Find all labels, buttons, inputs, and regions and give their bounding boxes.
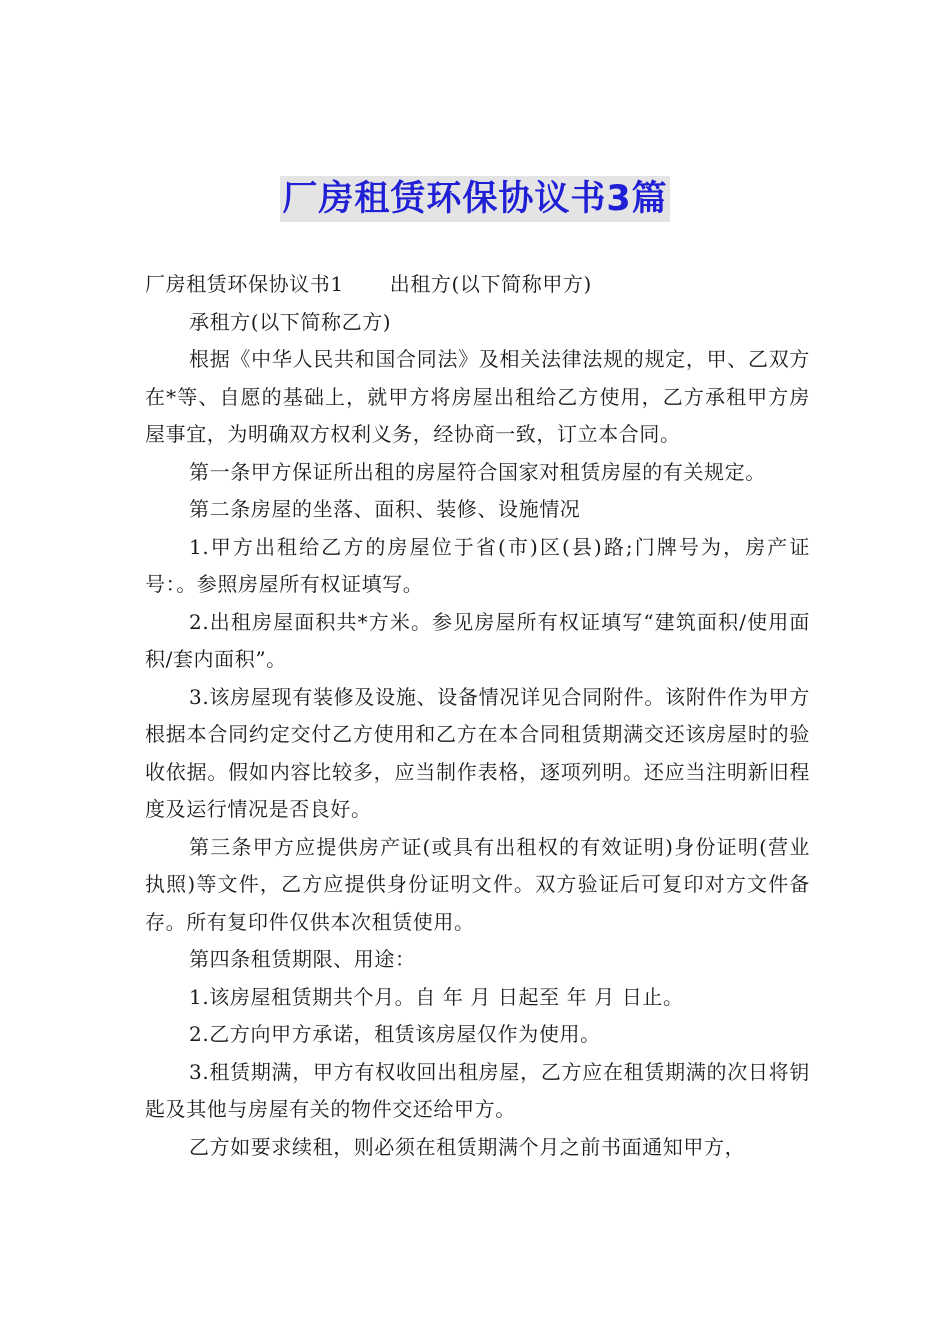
article-1: 第一条甲方保证所出租的房屋符合国家对租赁房屋的有关规定。 bbox=[189, 459, 766, 484]
article-2-item-3: 3.该房屋现有装修及设施、设备情况详见合同附件。该附件作为甲方根据本合同约定交付乙方使用和乙方在本合同租赁期满交还该房屋时的验收依据。假如内容比较多，应当制作表格，逐项列明。还应当注明新旧程度及运行情况是否良好。 bbox=[145, 684, 810, 821]
article-4-heading: 第四条租赁期限、用途： bbox=[189, 947, 416, 971]
title-container bbox=[0, 176, 950, 222]
article-2-item-1: 1.甲方出租给乙方的房屋位于省(市)区(县)路;门牌号为，房产证号：。参照房屋所有权证填写。 bbox=[145, 534, 810, 596]
article-4-item-1: 1.该房屋租赁期共个月。自 年 月 日起至 年 月 日止。 bbox=[189, 984, 684, 1009]
article-2-item-2: 2.出租房屋面积共*方米。参见房屋所有权证填写“建筑面积/使用面积/套内面积”。 bbox=[145, 609, 810, 671]
sub-title: 厂房租赁环保协议书1 bbox=[145, 272, 344, 296]
renewal-paragraph: 乙方如要求续租，则必须在租赁期满个月之前书面通知甲方， bbox=[189, 1134, 746, 1159]
paragraph-heading-line bbox=[145, 266, 810, 304]
lessor-line: 出租方(以下简称甲方) bbox=[389, 272, 592, 296]
article-2-heading: 第二条房屋的坐落、面积、装修、设施情况 bbox=[189, 497, 581, 521]
article-4-item-3: 3.租赁期满，甲方有权收回出租房屋，乙方应在租赁期满的次日将钥匙及其他与房屋有关的物件交还给甲方。 bbox=[145, 1059, 810, 1121]
article-3: 第三条甲方应提供房产证(或具有出租权的有效证明)身份证明(营业执照)等文件，乙方应提供身份证明文件。双方验证后可复印对方文件备存。所有复印件仅供本次租赁使用。 bbox=[145, 834, 810, 934]
paragraph-preamble: 根据《中华人民共和国合同法》及相关法律法规的规定，甲、乙双方在*等、自愿的基础上，就甲方将房屋出租给乙方使用，乙方承租甲方房屋事宜，为明确双方权利义务，经协商一致，订立本合同。 bbox=[145, 347, 810, 446]
lessee-line: 承租方(以下简称乙方) bbox=[189, 309, 392, 334]
document-title: 厂房租赁环保协议书3篇 bbox=[280, 176, 669, 222]
article-4-item-2: 2.乙方向甲方承诺，租赁该房屋仅作为使用。 bbox=[189, 1022, 601, 1046]
document-body bbox=[145, 266, 810, 1166]
